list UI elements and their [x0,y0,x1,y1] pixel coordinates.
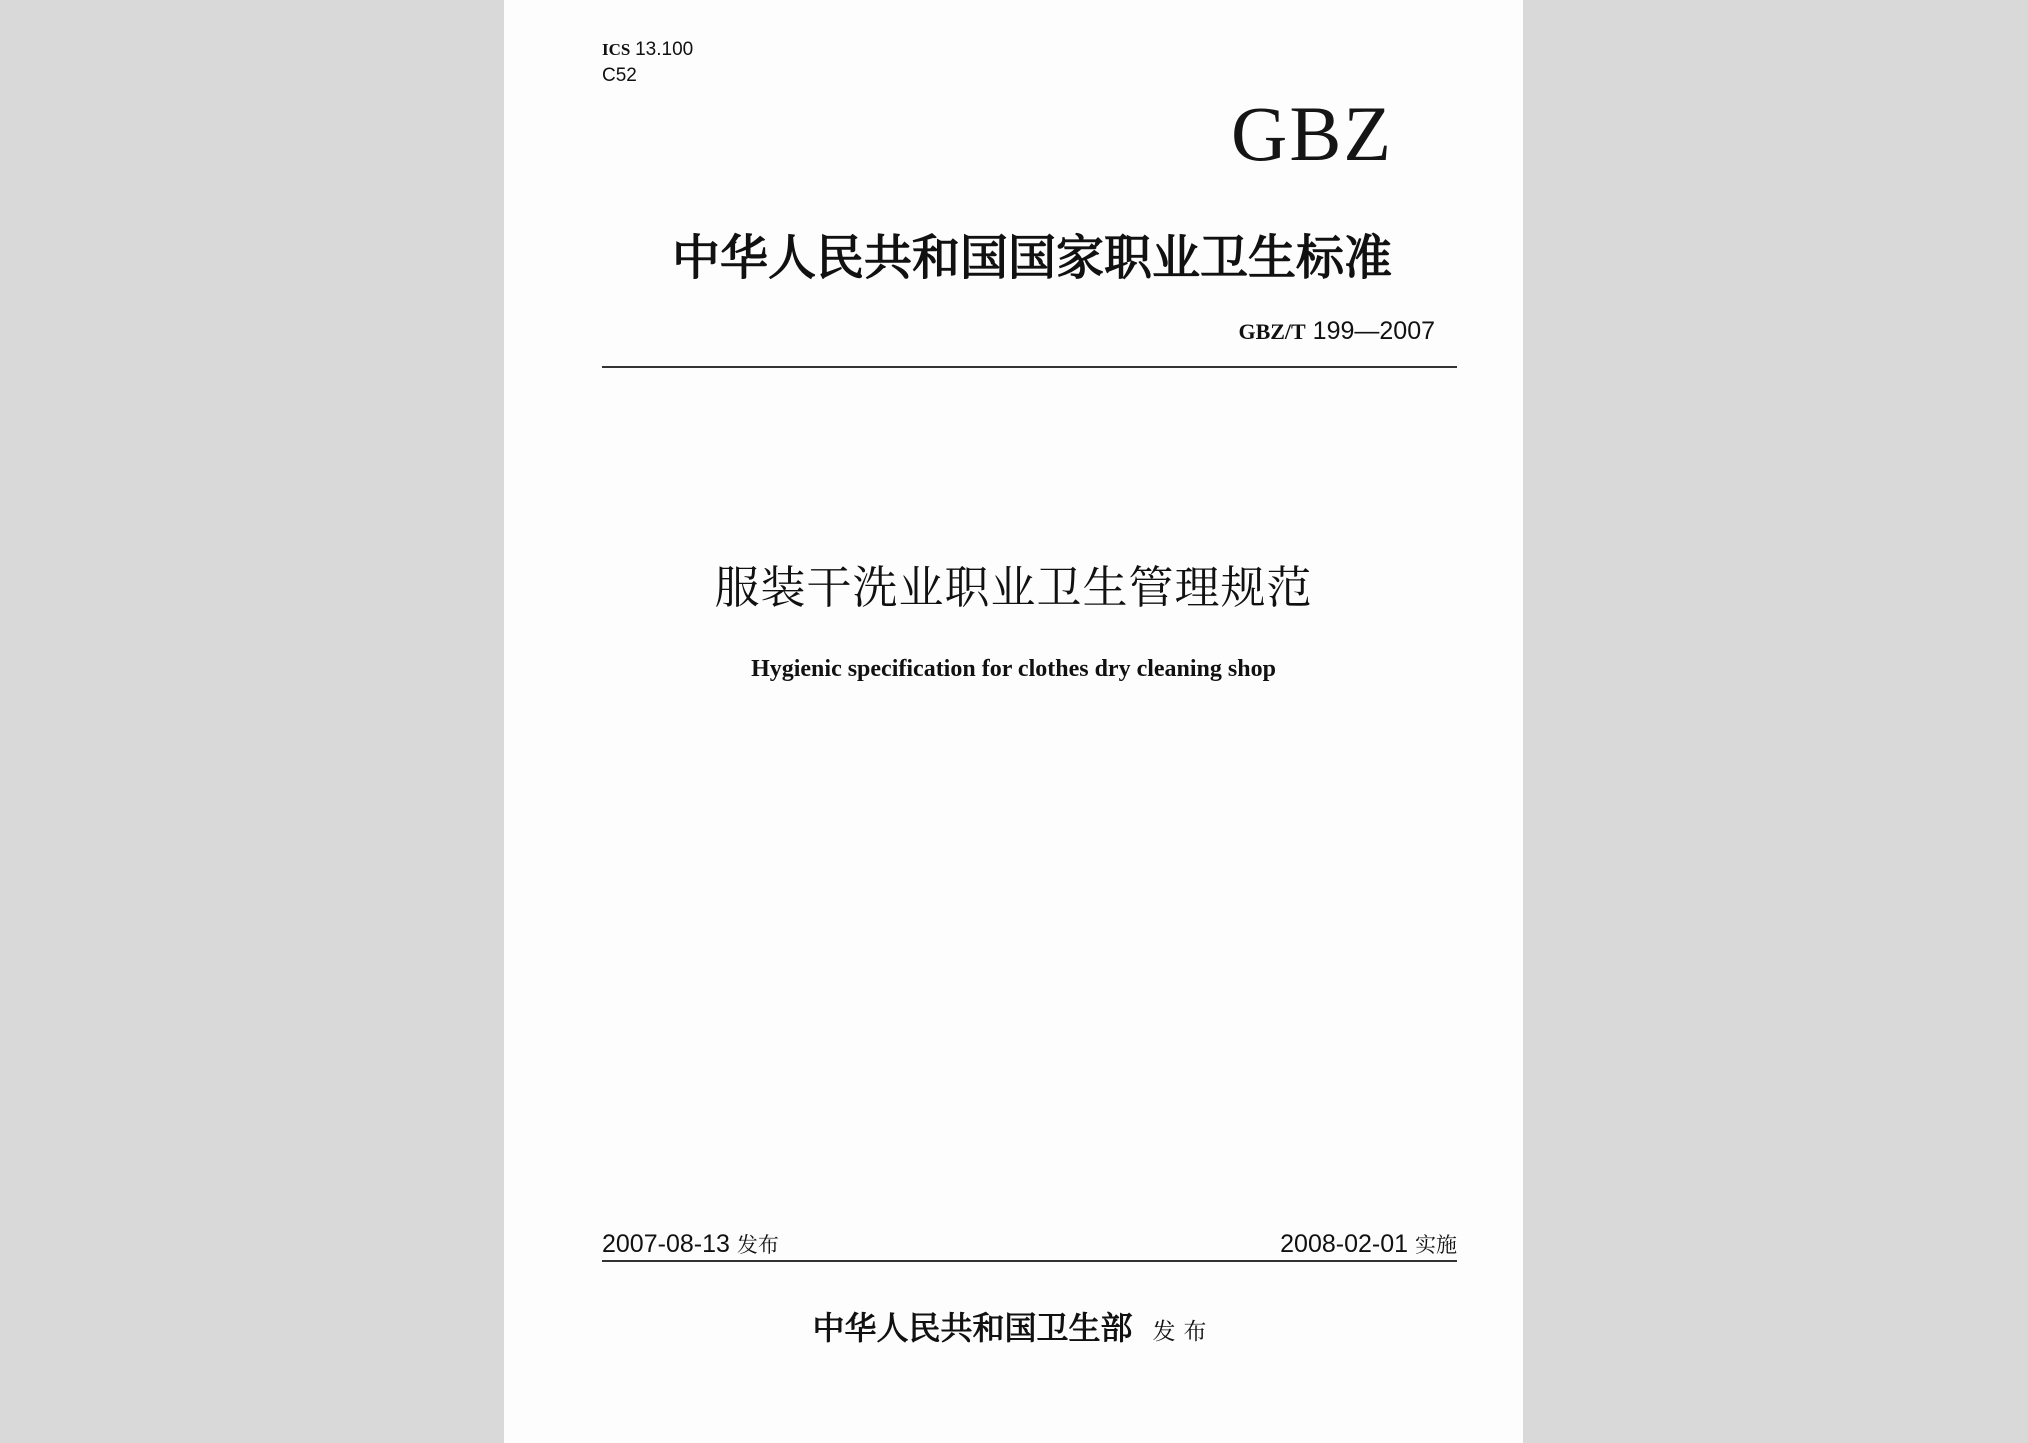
effective-date-value: 2008-02-01 [1280,1230,1409,1258]
title-chinese: 服装干洗业职业卫生管理规范 [714,561,1313,614]
title-english: Hygienic specification for clothes dry cleaning shop [751,656,1276,682]
standard-code-number: 199—2007 [1312,317,1435,345]
ics-code [602,38,693,62]
publisher-action: 发布 [1152,1319,1215,1345]
classification-code: C52 [602,65,637,86]
ics-label: ICS [602,40,631,59]
effective-date [1280,1228,1457,1261]
standard-code-prefix: GBZ/T [1238,319,1306,344]
publisher [504,1308,1523,1352]
ics-value: 13.100 [635,39,694,60]
standard-code [1238,316,1435,347]
effective-label: 实施 [1415,1233,1457,1257]
issue-date-value: 2007-08-13 [602,1230,730,1258]
publisher-name: 中华人民共和国卫生部 [812,1309,1133,1347]
standard-type: 中华人民共和国国家职业卫生标准 [671,230,1392,286]
gbz-logo: GBZ [1231,90,1393,177]
issue-label: 发布 [736,1233,779,1257]
footer-divider [602,1260,1457,1262]
header-divider [602,366,1457,368]
issue-date [602,1228,779,1261]
document-page [504,0,1523,1443]
